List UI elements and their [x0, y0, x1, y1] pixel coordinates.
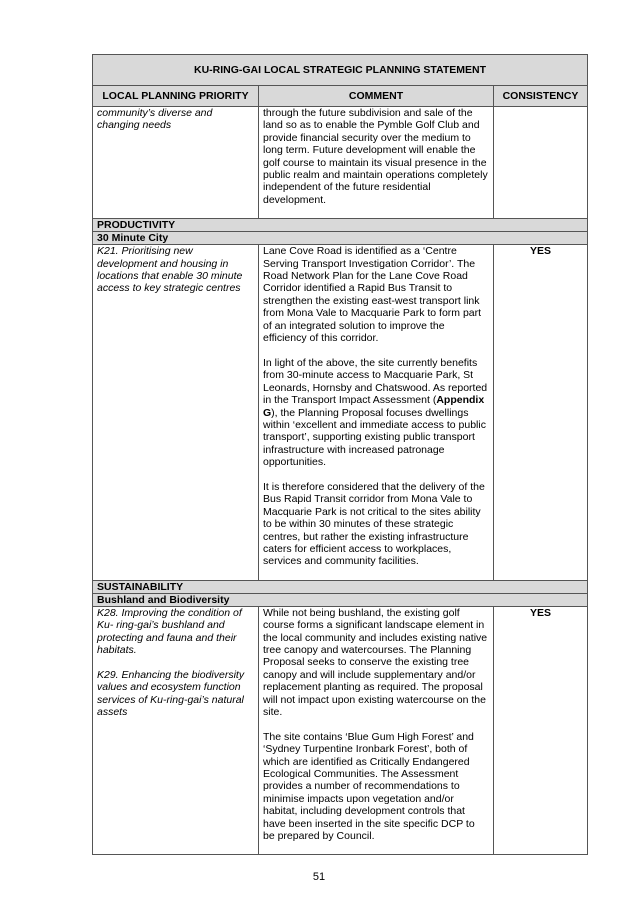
comment-paragraph: The site contains ‘Blue Gum High Forest’ and ‘Sydney Turpentine Ironbark Forest’, both of which are identified as Critically Endangered Ecological Communities. The Assessment provides a number of recommendations to minimise impacts upon vegetation and/or habitat, including development controls that have been inserted in the site specific DCP to be prepared by Council.: [263, 730, 475, 843]
comment-paragraph: Lane Cove Road is identified as a ‘Centre Serving Transport Investigation Corridor’. The Road Network Plan for the Lane Cove Road Corridor identified a Rapid Bus Transit to strengthen the existing east-west transport link from Mona Vale to Macquarie Park to form part of an integrated solution to improve the efficiency of this corridor.: [263, 245, 482, 345]
comment-cell: through the future subdivision and sale of the land so as to enable the Pymble Golf Club and provide financial security over the medium to long term. Future development will enable the golf course to maintain its visual presence in the public realm and maintain operations completely independent of the future residential development.: [259, 107, 494, 219]
comment-text: In light of the above, the site currently benefits from 30-minute access to Macquarie Park, St Leonards, Hornsby and Chatswood. As reported in the Transport Impact Assessment (: [263, 356, 488, 407]
comment-cell: [259, 245, 494, 581]
table-header-row: [93, 86, 588, 107]
comment-paragraph: [263, 357, 489, 469]
comment-paragraph: While not being bushland, the existing golf course forms a significant landscape element in the local community and includes existing native tree canopy and watercourses. The Planning Proposal seeks to conserve the existing tree canopy and will include supplementary and/or replacement planting as required. The proposal will not impact upon existing watercourse on the site.: [263, 606, 488, 719]
comment-paragraph: It is therefore considered that the delivery of the Bus Rapid Transit corridor from Mona Vale to Macquarie Park is not critical to the sites ability to be within 30 minutes of these strategic centres, but rather the existing infrastructure caters for efficient access to workplaces, services and community facilities.: [263, 480, 485, 568]
table-row: [93, 107, 588, 219]
subsection-row: [93, 232, 588, 245]
comment-cell: [259, 606, 494, 855]
consistency-cell: YES: [494, 606, 588, 855]
page-number: 51: [312, 871, 326, 883]
priority-paragraph: K28. Improving the condition of Ku- ring-gai’s bushland and protecting and fauna and their habitats.: [97, 606, 242, 656]
subsection-bushland: Bushland and Biodiversity: [93, 593, 588, 606]
priority-cell: community’s diverse and changing needs: [93, 107, 259, 219]
consistency-cell: YES: [494, 245, 588, 581]
section-productivity: PRODUCTIVITY: [93, 219, 588, 232]
priority-cell: K21. Prioritising new development and housing in locations that enable 30 minute access to key strategic centres: [93, 245, 259, 581]
section-sustainability: SUSTAINABILITY: [93, 580, 588, 593]
table-title-row: [93, 55, 588, 86]
planning-statement-table: [92, 54, 588, 855]
appendix-reference: Appendix G: [263, 394, 485, 419]
table-title: KU-RING-GAI LOCAL STRATEGIC PLANNING STATEMENT: [93, 55, 588, 86]
priority-cell: [93, 606, 259, 855]
table-row: [93, 606, 588, 855]
subsection-row: [93, 593, 588, 606]
consistency-cell: [494, 107, 588, 219]
table-row: [93, 245, 588, 581]
subsection-30-minute-city: 30 Minute City: [93, 232, 588, 245]
section-row: [93, 219, 588, 232]
comment-text: ), the Planning Proposal focuses dwellings within ‘excellent and immediate access to public transport’, supporting existing public transport infrastructure with increased patronage opportunities.: [263, 406, 486, 469]
header-priority: LOCAL PLANNING PRIORITY: [93, 86, 259, 107]
section-row: [93, 580, 588, 593]
priority-paragraph: K29. Enhancing the biodiversity values and ecosystem function services of Ku-ring-gai’s natural assets: [97, 668, 245, 719]
header-consistency: CONSISTENCY: [494, 86, 588, 107]
header-comment: COMMENT: [259, 86, 494, 107]
